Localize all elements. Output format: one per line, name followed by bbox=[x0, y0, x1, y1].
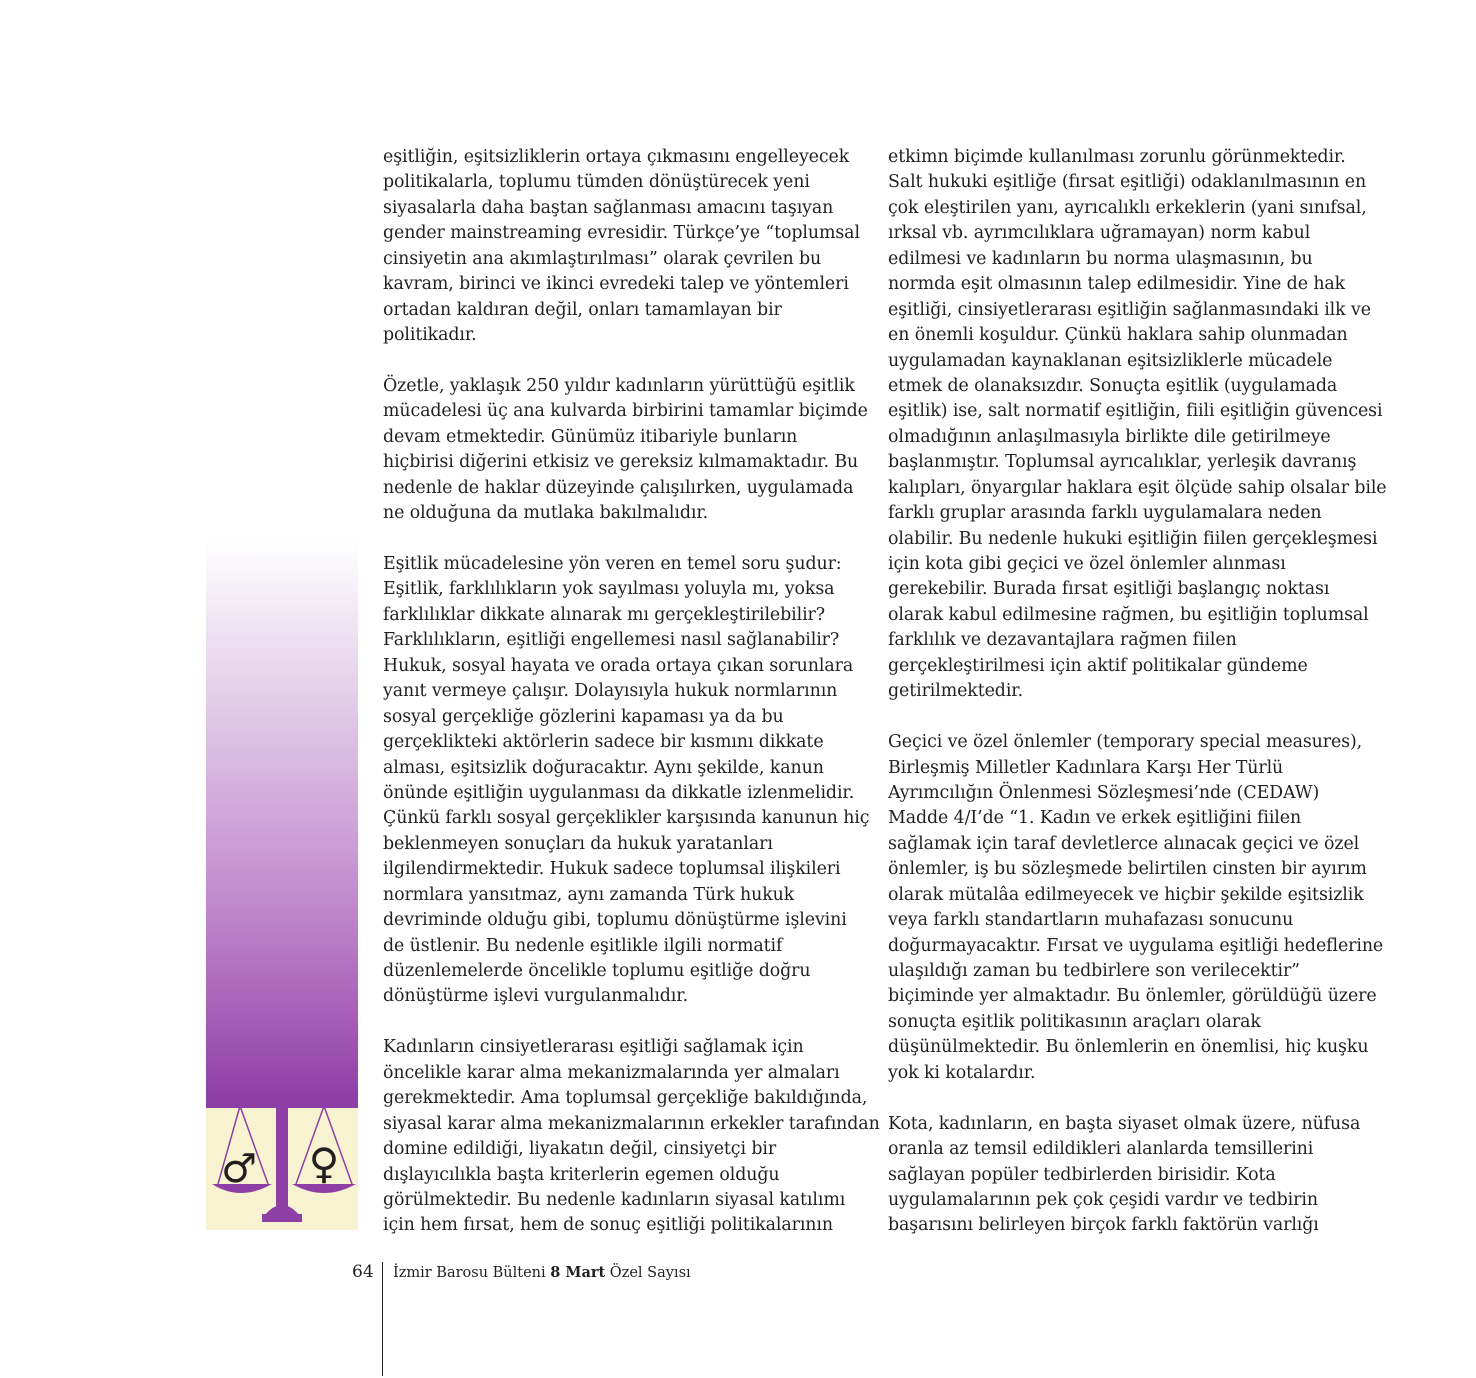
text-line: Ayrımcılığın Önlenmesi Sözleşmesi’nde (CEDAW) bbox=[888, 782, 1320, 803]
text-line: çok eleştirilen yanı, ayrıcalıklı erkeklerin (yani sınıfsal, bbox=[888, 197, 1367, 218]
publication-title-part1: İzmir Barosu Bülteni bbox=[393, 1265, 551, 1281]
text-line: Madde 4/I’de “1. Kadın ve erkek eşitliğini fiilen bbox=[888, 808, 1302, 829]
text-line: cinsiyetin ana akımlaştırılması” olarak çevrilen bu bbox=[383, 248, 822, 269]
text-line: dönüştürme işlevi vurgulanmalıdır. bbox=[383, 986, 689, 1007]
text-line: eşitliğin, eşitsizliklerin ortaya çıkmasını engelleyecek bbox=[383, 147, 850, 167]
text-line: gerekebilir. Burada fırsat eşitliği başlangıç noktası bbox=[888, 579, 1330, 600]
text-line: hiçbirisi diğerini etkisiz ve gereksiz kılmamaktadır. Bu bbox=[383, 452, 859, 473]
paragraph-gap bbox=[888, 705, 1363, 730]
text-line: olarak mütalâa edilmeyecek ve hiçbir şekilde eşitsizlik bbox=[888, 884, 1364, 905]
text-line: normda eşit olmasının talep edilmesidir. Yine de hak bbox=[888, 274, 1346, 295]
text-line: farklı gruplar arasında farklı uygulamalara neden bbox=[888, 503, 1322, 524]
male-symbol-icon: ♂ bbox=[221, 1146, 257, 1192]
text-line: ilgilendirmektedir. Hukuk sadece toplumsal ilişkileri bbox=[383, 859, 841, 880]
text-line: devriminde olduğu gibi, toplumu dönüştürme işlevini bbox=[383, 910, 847, 931]
text-line: siyasal karar alma mekanizmalarının erkekler tarafından bbox=[383, 1113, 880, 1134]
text-line: alması, eşitsizlik doğuracaktır. Aynı şekilde, kanun bbox=[383, 757, 824, 778]
text-line: Birleşmiş Milletler Kadınlara Karşı Her Türlü bbox=[888, 757, 1284, 778]
text-line: Eşitlik, farklılıkların yok sayılması yoluyla mı, yoksa bbox=[383, 579, 835, 600]
text-line: Çünkü farklı sosyal gerçeklikler karşısında kanunun hiç bbox=[383, 808, 870, 829]
female-symbol-icon: ♀ bbox=[308, 1139, 340, 1188]
scale-illustration bbox=[206, 1098, 358, 1230]
text-line: eşitliği, cinsiyetlerarası eşitliğin sağlanmasındaki ilk ve bbox=[888, 299, 1371, 320]
text-line: ne olduğuna da mutlaka bakılmalıdır. bbox=[383, 503, 709, 524]
text-line: Eşitlik mücadelesine yön veren en temel soru şudur: bbox=[383, 554, 842, 574]
text-line: edilmesi ve kadınların bu norma ulaşmasının, bu bbox=[888, 248, 1313, 269]
text-line: gerçeklikteki aktörlerin sadece bir kısmını dikkate bbox=[383, 732, 824, 753]
text-line: biçiminde yer almaktadır. Bu önlemler, görüldüğü üzere bbox=[888, 986, 1377, 1007]
text-line: dışlayıcılıkla başta kriterlerin egemen olduğu bbox=[383, 1164, 780, 1185]
text-line: oranla az temsil edildikleri alanlarda temsillerini bbox=[888, 1139, 1314, 1160]
text-line: normlara yansıtmaz, aynı zamanda Türk hukuk bbox=[383, 884, 795, 905]
text-line: devam etmektedir. Günümüz itibariyle bunların bbox=[383, 426, 798, 447]
text-line: sağlamak için taraf devletlerce alınacak geçici ve özel bbox=[888, 833, 1360, 854]
text-line: Geçici ve özel önlemler (temporary special measures), bbox=[888, 732, 1363, 753]
text-line: için kota gibi geçici ve özel önlemler alınması bbox=[888, 554, 1286, 574]
publication-title bbox=[393, 1264, 691, 1281]
publication-title-bold: 8 Mart bbox=[550, 1264, 606, 1281]
text-line: başarısını belirleyen birçok farklı faktörün varlığı bbox=[888, 1215, 1319, 1236]
text-line: politikalarla, toplumu tümden dönüştürecek yeni bbox=[383, 172, 810, 193]
publication-title-part2: Özel Sayısı bbox=[605, 1265, 691, 1281]
text-line: önünde eşitliğin uygulanması da dikkatle izlenmelidir. bbox=[383, 782, 855, 803]
text-line: getirilmektedir. bbox=[888, 681, 1024, 702]
text-line: beklenmeyen sonuçları da hukuk yaratanları bbox=[383, 833, 773, 854]
text-line: eşitlik) ise, salt normatif eşitliğin, fiili eşitliğin güvencesi bbox=[888, 401, 1383, 422]
text-line: etmek de olanaksızdır. Sonuçta eşitlik (uygulamada bbox=[888, 375, 1338, 396]
text-line: görülmektedir. Bu nedenle kadınların siyasal katılımı bbox=[383, 1189, 846, 1210]
text-line: olabilir. Bu nedenle hukuki eşitliğin fiilen gerçekleşmesi bbox=[888, 528, 1378, 549]
paragraph-gap bbox=[383, 527, 858, 552]
text-line: etkimn biçimde kullanılması zorunlu görünmektedir. bbox=[888, 147, 1346, 167]
text-line: uygulamadan kaynaklanan eşitsizliklerle mücadele bbox=[888, 350, 1333, 371]
paragraph-gap bbox=[383, 349, 858, 374]
text-line: nedenle de haklar düzeyinde çalışılırken, uygulamada bbox=[383, 477, 854, 498]
text-line: farklılık ve dezavantajlara rağmen fiilen bbox=[888, 630, 1237, 651]
page-number: 64 bbox=[352, 1262, 374, 1282]
text-line: doğurmayacaktır. Fırsat ve uygulama eşitliği hedeflerine bbox=[888, 935, 1384, 956]
text-line: ortadan kaldıran değil, onları tamamlayan bir bbox=[383, 299, 782, 320]
text-line: yok ki kotalardır. bbox=[888, 1062, 1036, 1083]
text-line: Salt hukuki eşitliğe (fırsat eşitliği) odaklanılmasının en bbox=[888, 172, 1367, 193]
text-line: veya farklı standartların muhafazası sonucunu bbox=[888, 910, 1294, 931]
text-line: Kadınların cinsiyetlerarası eşitliği sağlamak için bbox=[383, 1037, 804, 1058]
text-line: ulaşıldığı zaman bu tedbirlere son verilecektir” bbox=[888, 961, 1300, 981]
text-line: düzenlemelerde öncelikle toplumu eşitliğe doğru bbox=[383, 961, 811, 981]
paragraph-gap bbox=[383, 1010, 858, 1035]
text-line: için hem fırsat, hem de sonuç eşitliği politikalarının bbox=[383, 1215, 833, 1236]
text-line: Özetle, yaklaşık 250 yıldır kadınların yürüttüğü eşitlik bbox=[383, 375, 855, 396]
text-line: önlemler, iş bu sözleşmede belirtilen cinsten bir ayırım bbox=[888, 859, 1367, 880]
text-line: Farklılıkların, eşitliği engellemesi nasıl sağlanabilir? bbox=[383, 630, 840, 651]
text-line: gerçekleştirilmesi için aktif politikalar gündeme bbox=[888, 655, 1308, 676]
text-line: ırksal vb. ayrımcılıklara uğramayan) norm kabul bbox=[888, 223, 1311, 244]
text-line: en önemli koşuldur. Çünkü haklara sahip olunmadan bbox=[888, 325, 1348, 346]
decorative-gradient-band bbox=[206, 540, 358, 1098]
text-line: gerekmektedir. Ama toplumsal gerçekliğe bakıldığında, bbox=[383, 1088, 868, 1109]
text-line: politikadır. bbox=[383, 325, 477, 346]
left-text-column bbox=[383, 145, 880, 1239]
footer-divider bbox=[382, 1262, 383, 1376]
text-line: siyasalarla daha baştan sağlanması amacını taşıyan bbox=[383, 197, 834, 218]
text-line: öncelikle karar alma mekanizmalarında yer almaları bbox=[383, 1062, 840, 1083]
text-line: başlanmıştır. Toplumsal ayrıcalıklar, yerleşik davranış bbox=[888, 452, 1357, 473]
text-line: Kota, kadınların, en başta siyaset olmak üzere, nüfusa bbox=[888, 1113, 1361, 1134]
text-line: farklılıklar dikkate alınarak mı gerçekleştirilebilir? bbox=[383, 604, 825, 625]
paragraph-gap bbox=[888, 1086, 1363, 1111]
right-text-column bbox=[888, 145, 1387, 1239]
text-line: yanıt vermeye çalışır. Dolayısıyla hukuk normlarının bbox=[383, 681, 838, 702]
text-line: düşünülmektedir. Bu önlemlerin en önemlisi, hiç kuşku bbox=[888, 1037, 1369, 1058]
page-footer bbox=[0, 1258, 1476, 1298]
text-line: gender mainstreaming evresidir. Türkçe’ye “toplumsal bbox=[383, 223, 860, 244]
text-line: kavram, birinci ve ikinci evredeki talep ve yöntemleri bbox=[383, 274, 849, 295]
text-line: sonuçta eşitlik politikasının araçları olarak bbox=[888, 1011, 1261, 1032]
text-line: mücadelesi üç ana kulvarda birbirini tamamlar biçimde bbox=[383, 401, 868, 422]
text-line: domine edildiği, liyakatın değil, cinsiyetçi bir bbox=[383, 1139, 777, 1160]
text-line: olarak kabul edilmesine rağmen, bu eşitliğin toplumsal bbox=[888, 604, 1369, 625]
text-line: Hukuk, sosyal hayata ve orada ortaya çıkan sorunlara bbox=[383, 655, 854, 676]
balance-scale-icon bbox=[206, 1098, 358, 1230]
text-line: uygulamalarının pek çok çeşidi vardır ve tedbirin bbox=[888, 1189, 1318, 1210]
text-line: olmadığının anlaşılmasıyla birlikte dile getirilmeye bbox=[888, 426, 1331, 447]
text-line: de üstlenir. Bu nedenle eşitlikle ilgili normatif bbox=[383, 935, 783, 956]
text-line: sağlayan popüler tedbirlerden birisidir. Kota bbox=[888, 1164, 1276, 1185]
text-line: sosyal gerçekliğe gözlerini kapaması ya da bu bbox=[383, 706, 784, 727]
text-line: kalıpları, önyargılar haklara eşit ölçüde sahip olsalar bile bbox=[888, 477, 1387, 498]
